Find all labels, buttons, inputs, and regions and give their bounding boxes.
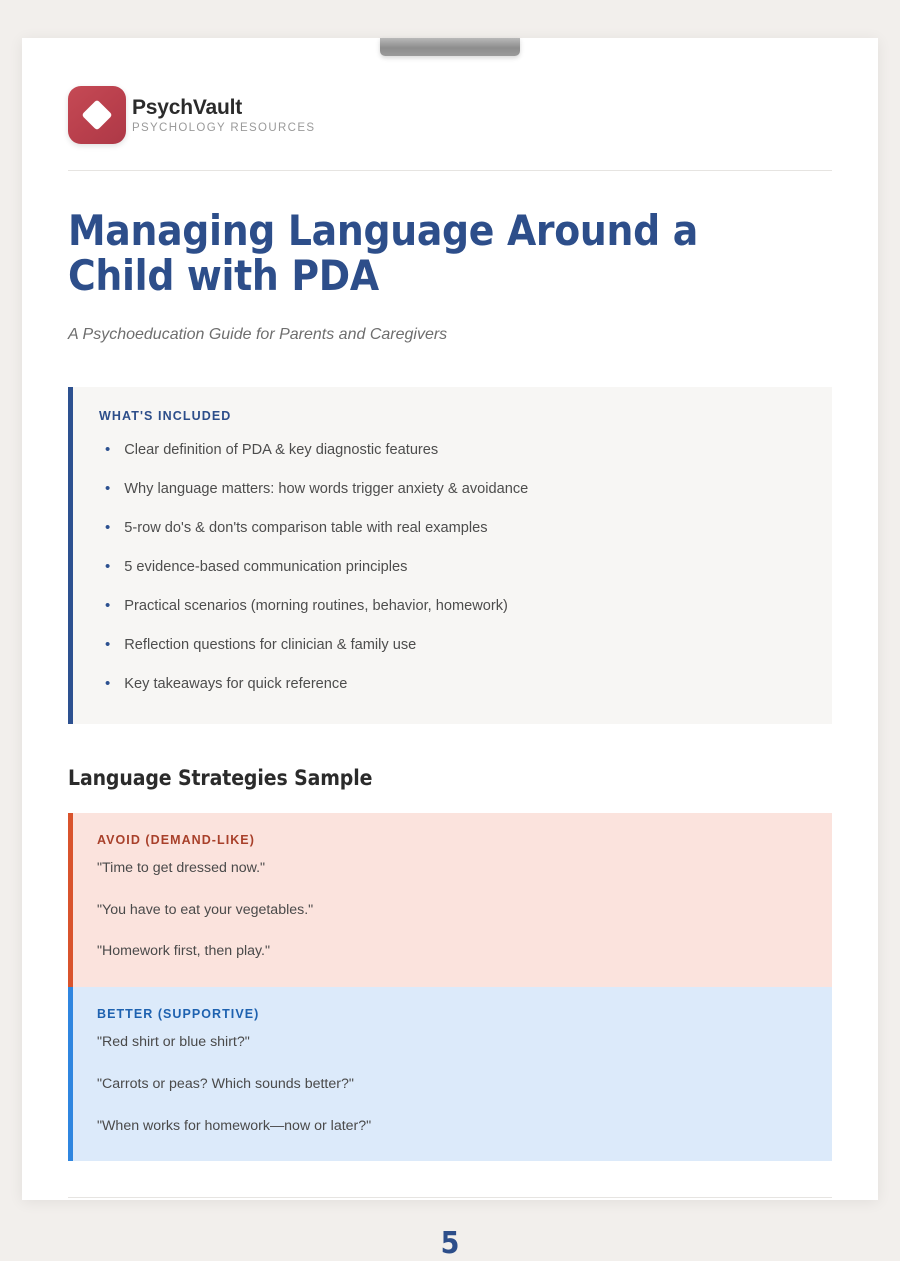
scroll-indicator-notch[interactable] [380,38,520,56]
avoid-quote: "You have to eat your vegetables." [97,901,314,918]
whats-included-kicker: WHAT'S INCLUDED [99,409,232,424]
bullet-icon: • [105,597,111,615]
better-quote: "Carrots or peas? Which sounds better?" [97,1075,354,1092]
brand-header [68,84,832,146]
bullet-icon: • [105,441,111,459]
language-strategies-table [68,813,832,1162]
bullet-icon: • [105,636,111,653]
better-quote: "Red shirt or blue shirt?" [97,1034,250,1051]
page-content [68,84,832,1261]
diamond-icon [81,99,112,130]
brand-logo [68,86,126,144]
list-item [99,480,806,499]
bullet-icon: • [105,558,111,576]
header-divider [68,170,832,171]
list-item [99,675,806,694]
bullet-icon: • [105,480,111,498]
list-item [99,519,806,538]
brand-tagline: PSYCHOLOGY RESOURCES [132,122,316,135]
avoid-quote: "Time to get dressed now." [97,859,266,876]
page-number: 5 [440,1226,460,1261]
bullet-icon: • [105,519,111,537]
footer-divider [68,1197,832,1198]
better-kicker: BETTER (SUPPORTIVE) [97,1007,260,1022]
list-item-label: Clear definition of PDA & key diagnostic features [124,442,439,459]
list-item [99,558,806,577]
document-page [22,38,878,1261]
whats-included-box [68,387,832,724]
list-item-label: Why language matters: how words trigger anxiety & avoidance [124,481,529,498]
avoid-quote: "Homework first, then play." [97,943,271,960]
list-item-label: 5-row do's & don'ts comparison table with real examples [124,520,488,537]
better-quote: "When works for homework—now or later?" [97,1117,372,1134]
brand-text [132,96,315,134]
avoid-block [68,813,832,987]
whats-included-list [99,441,806,694]
better-block [68,987,832,1161]
list-item-label: Reflection questions for clinician & family use [124,637,417,653]
list-item-label: Key takeaways for quick reference [124,675,348,692]
page-title: Managing Language Around a Child with PDA [68,206,698,300]
page-subtitle: A Psychoeducation Guide for Parents and Caregivers [68,326,448,344]
list-item-label: Practical scenarios (morning routines, behavior, homework) [124,598,508,615]
list-item [99,441,806,460]
section-heading-language-strategies: Language Strategies Sample [68,765,373,790]
list-item [99,597,806,616]
list-item-label: 5 evidence-based communication principles [124,559,408,576]
avoid-kicker: AVOID (DEMAND-LIKE) [97,832,255,847]
brand-name: PsychVault [132,95,243,119]
list-item [99,636,806,655]
bullet-icon: • [105,674,111,692]
